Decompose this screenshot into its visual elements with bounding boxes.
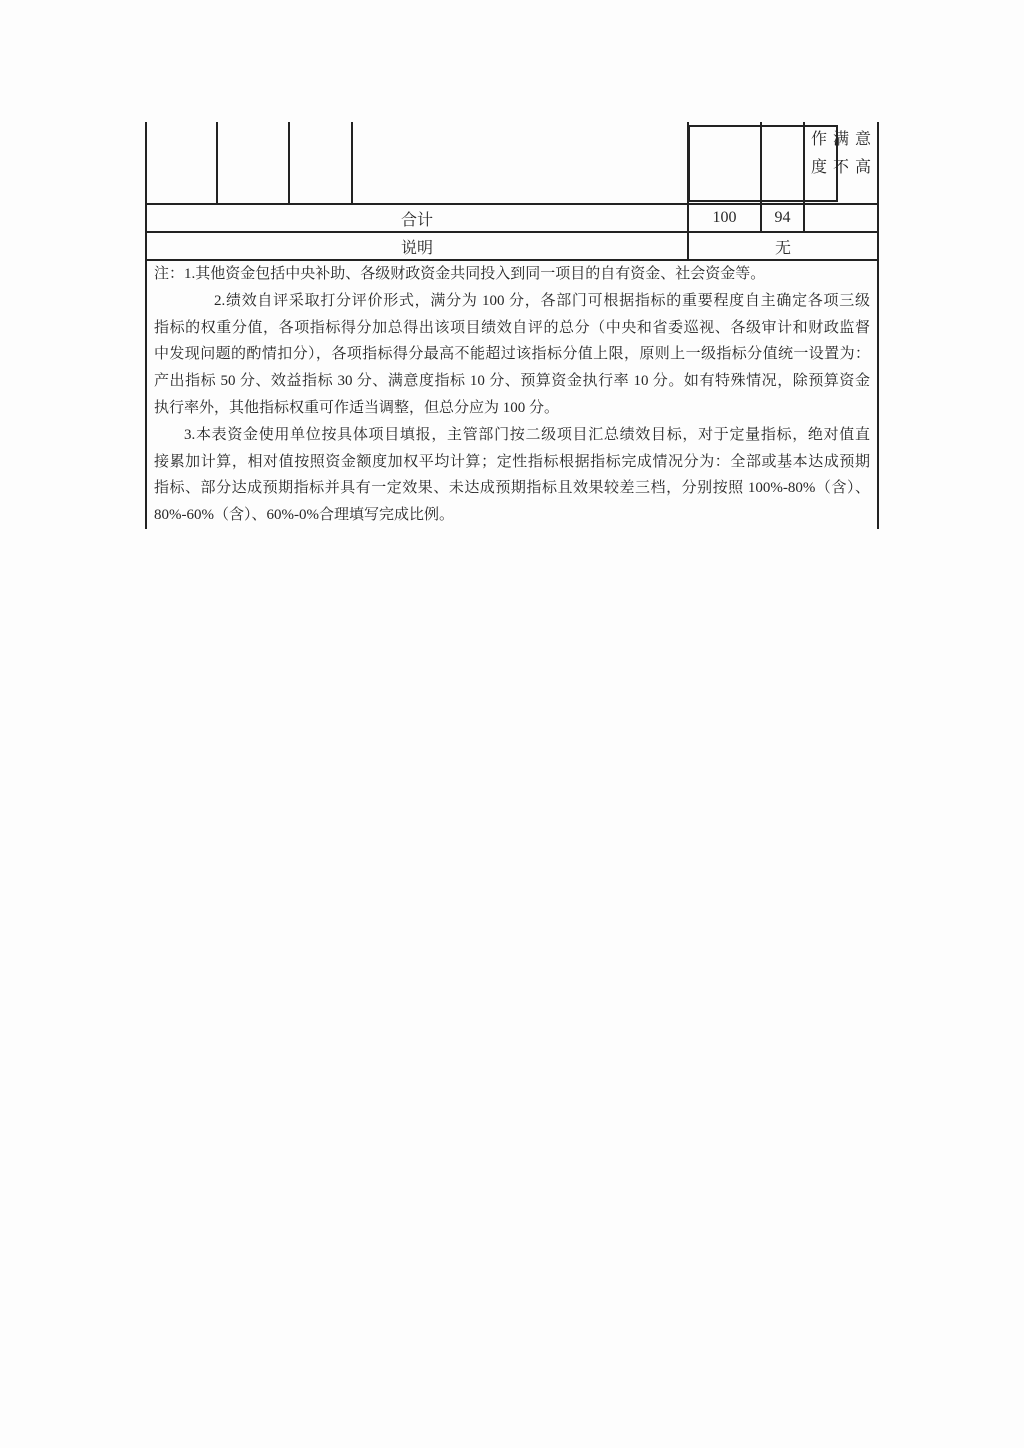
empty-cell [147,122,218,203]
note-3-line: 80%-60%（含）、60%-0%合理填写完成比例。 [154,507,454,524]
note-2-line: 中发现问题的酌情扣分），各项指标得分最高不能超过该指标分值上限，原则上一级指标分值统一设置为： [154,346,870,363]
self-evaluation-score-value: 94 [762,205,805,231]
empty-cell [290,122,353,203]
note-3-line: 指标、部分达成预期指标并具有一定效果、未达成预期指标且效果较差三档，分别按照 100%-80%（含）、 [154,480,870,497]
note-1-line: 注：1.其他资金包括中央补助、各级财政资金共同投入到同一项目的自有资金、社会资金等。 [154,266,766,282]
remark-row-label: 说明 [147,233,689,259]
remark-row-value: 无 [774,239,791,257]
total-row-label: 合计 [147,205,689,231]
empty-cell [218,122,290,203]
deviation-reason-cell [805,122,877,203]
indicator-continuation-row [147,122,877,205]
total-row [147,205,877,233]
total-score-value: 100 [689,205,762,231]
total-row-remark-cell [805,205,877,231]
note-2-line: 2.绩效自评采取打分评价形式，满分为 100 分，各部门可根据指标的重要程度自主确定各项三级 [214,292,870,309]
notes-section [147,261,877,529]
note-2-line: 产出指标 50 分、效益指标 30 分、满意度指标 10 分、预算资金执行率 10 分。如有特殊情况，除预算资金 [154,373,870,390]
empty-cell [689,122,762,203]
note-2-line: 执行率外，其他指标权重可作适当调整，但总分应为 100 分。 [154,399,560,416]
note-2-line: 指标的权重分值，各项指标得分加总得出该项目绩效自评的总分（中央和省委巡视、各级审计和财政监督 [154,319,870,336]
remark-row [147,233,877,261]
indicator-cell-with-box [353,122,689,203]
note-3-line: 接累加计算，相对值按照资金额度加权平均计算；定性指标根据指标完成情况分为：全部或基本达成预期 [154,453,870,470]
empty-cell [762,122,805,203]
performance-self-evaluation-table-fragment [145,122,879,529]
note-3-line: 3.本表资金使用单位按具体项目填报，主管部门按二级项目汇总绩效目标，对于定量指标，绝对值直 [184,426,870,443]
deviation-reason-text: 作满意度不高 [811,131,871,176]
